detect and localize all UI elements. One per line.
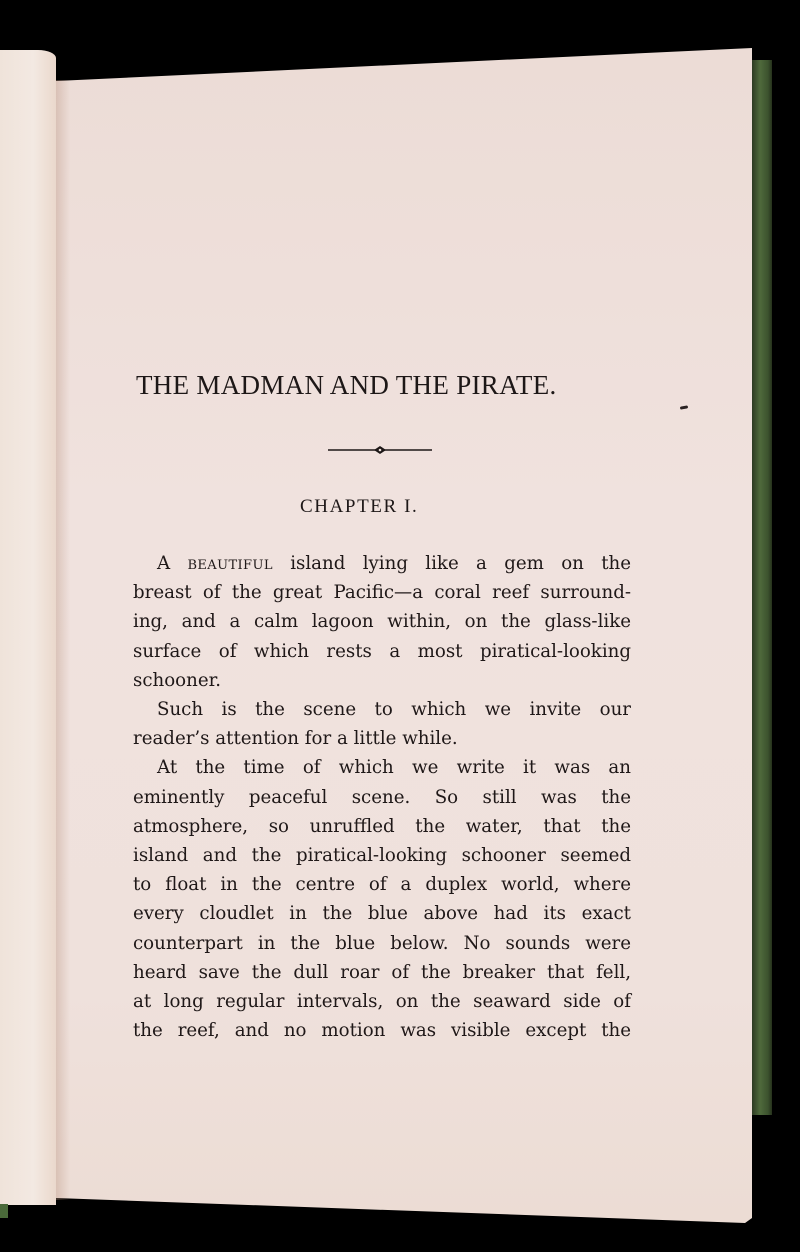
text-line: island and the piratical-looking schooner seemed bbox=[133, 845, 631, 867]
text-line: breast of the great Pacific—a coral reef surround- bbox=[133, 582, 631, 604]
small-caps-word: beautiful bbox=[187, 553, 273, 574]
text-line: At the time of which we write it was an bbox=[157, 757, 631, 779]
page-gutter-shadow bbox=[56, 80, 70, 1200]
text-line: heard save the dull roar of the breaker that fell, bbox=[133, 961, 631, 983]
text-line: every cloudlet in the blue above had its exact bbox=[133, 903, 631, 925]
left-page-edge bbox=[0, 50, 56, 1205]
text-line: the reef, and no motion was visible except the bbox=[133, 1020, 631, 1042]
line-rest: island lying like a gem on the bbox=[272, 553, 631, 574]
chapter-body bbox=[133, 549, 631, 1045]
text-line: counterpart in the blue below. No sounds were bbox=[133, 932, 631, 954]
text-line: eminently peaceful scene. So still was the bbox=[133, 786, 631, 808]
text-line: to float in the centre of a duplex world, where bbox=[133, 874, 631, 896]
text-line bbox=[133, 549, 631, 578]
text-line: atmosphere, so unruffled the water, that the bbox=[133, 815, 631, 837]
text-line: at long regular intervals, on the seaward side of bbox=[133, 991, 631, 1013]
text-line: surface of which rests a most piratical-looking bbox=[133, 640, 631, 662]
book-cover-corner bbox=[0, 1204, 8, 1218]
text-line: ing, and a calm lagoon within, on the glass-like bbox=[133, 611, 631, 633]
drop-word: A bbox=[157, 553, 188, 574]
text-line: Such is the scene to which we invite our bbox=[157, 699, 631, 721]
text-line: schooner. bbox=[133, 669, 222, 691]
book-title: THE MADMAN AND THE PIRATE. bbox=[136, 370, 557, 400]
divider-ornament-icon bbox=[328, 444, 432, 456]
chapter-heading: CHAPTER I. bbox=[300, 496, 419, 517]
book-cover-edge bbox=[752, 60, 772, 1115]
text-line: reader’s attention for a little while. bbox=[133, 728, 458, 750]
